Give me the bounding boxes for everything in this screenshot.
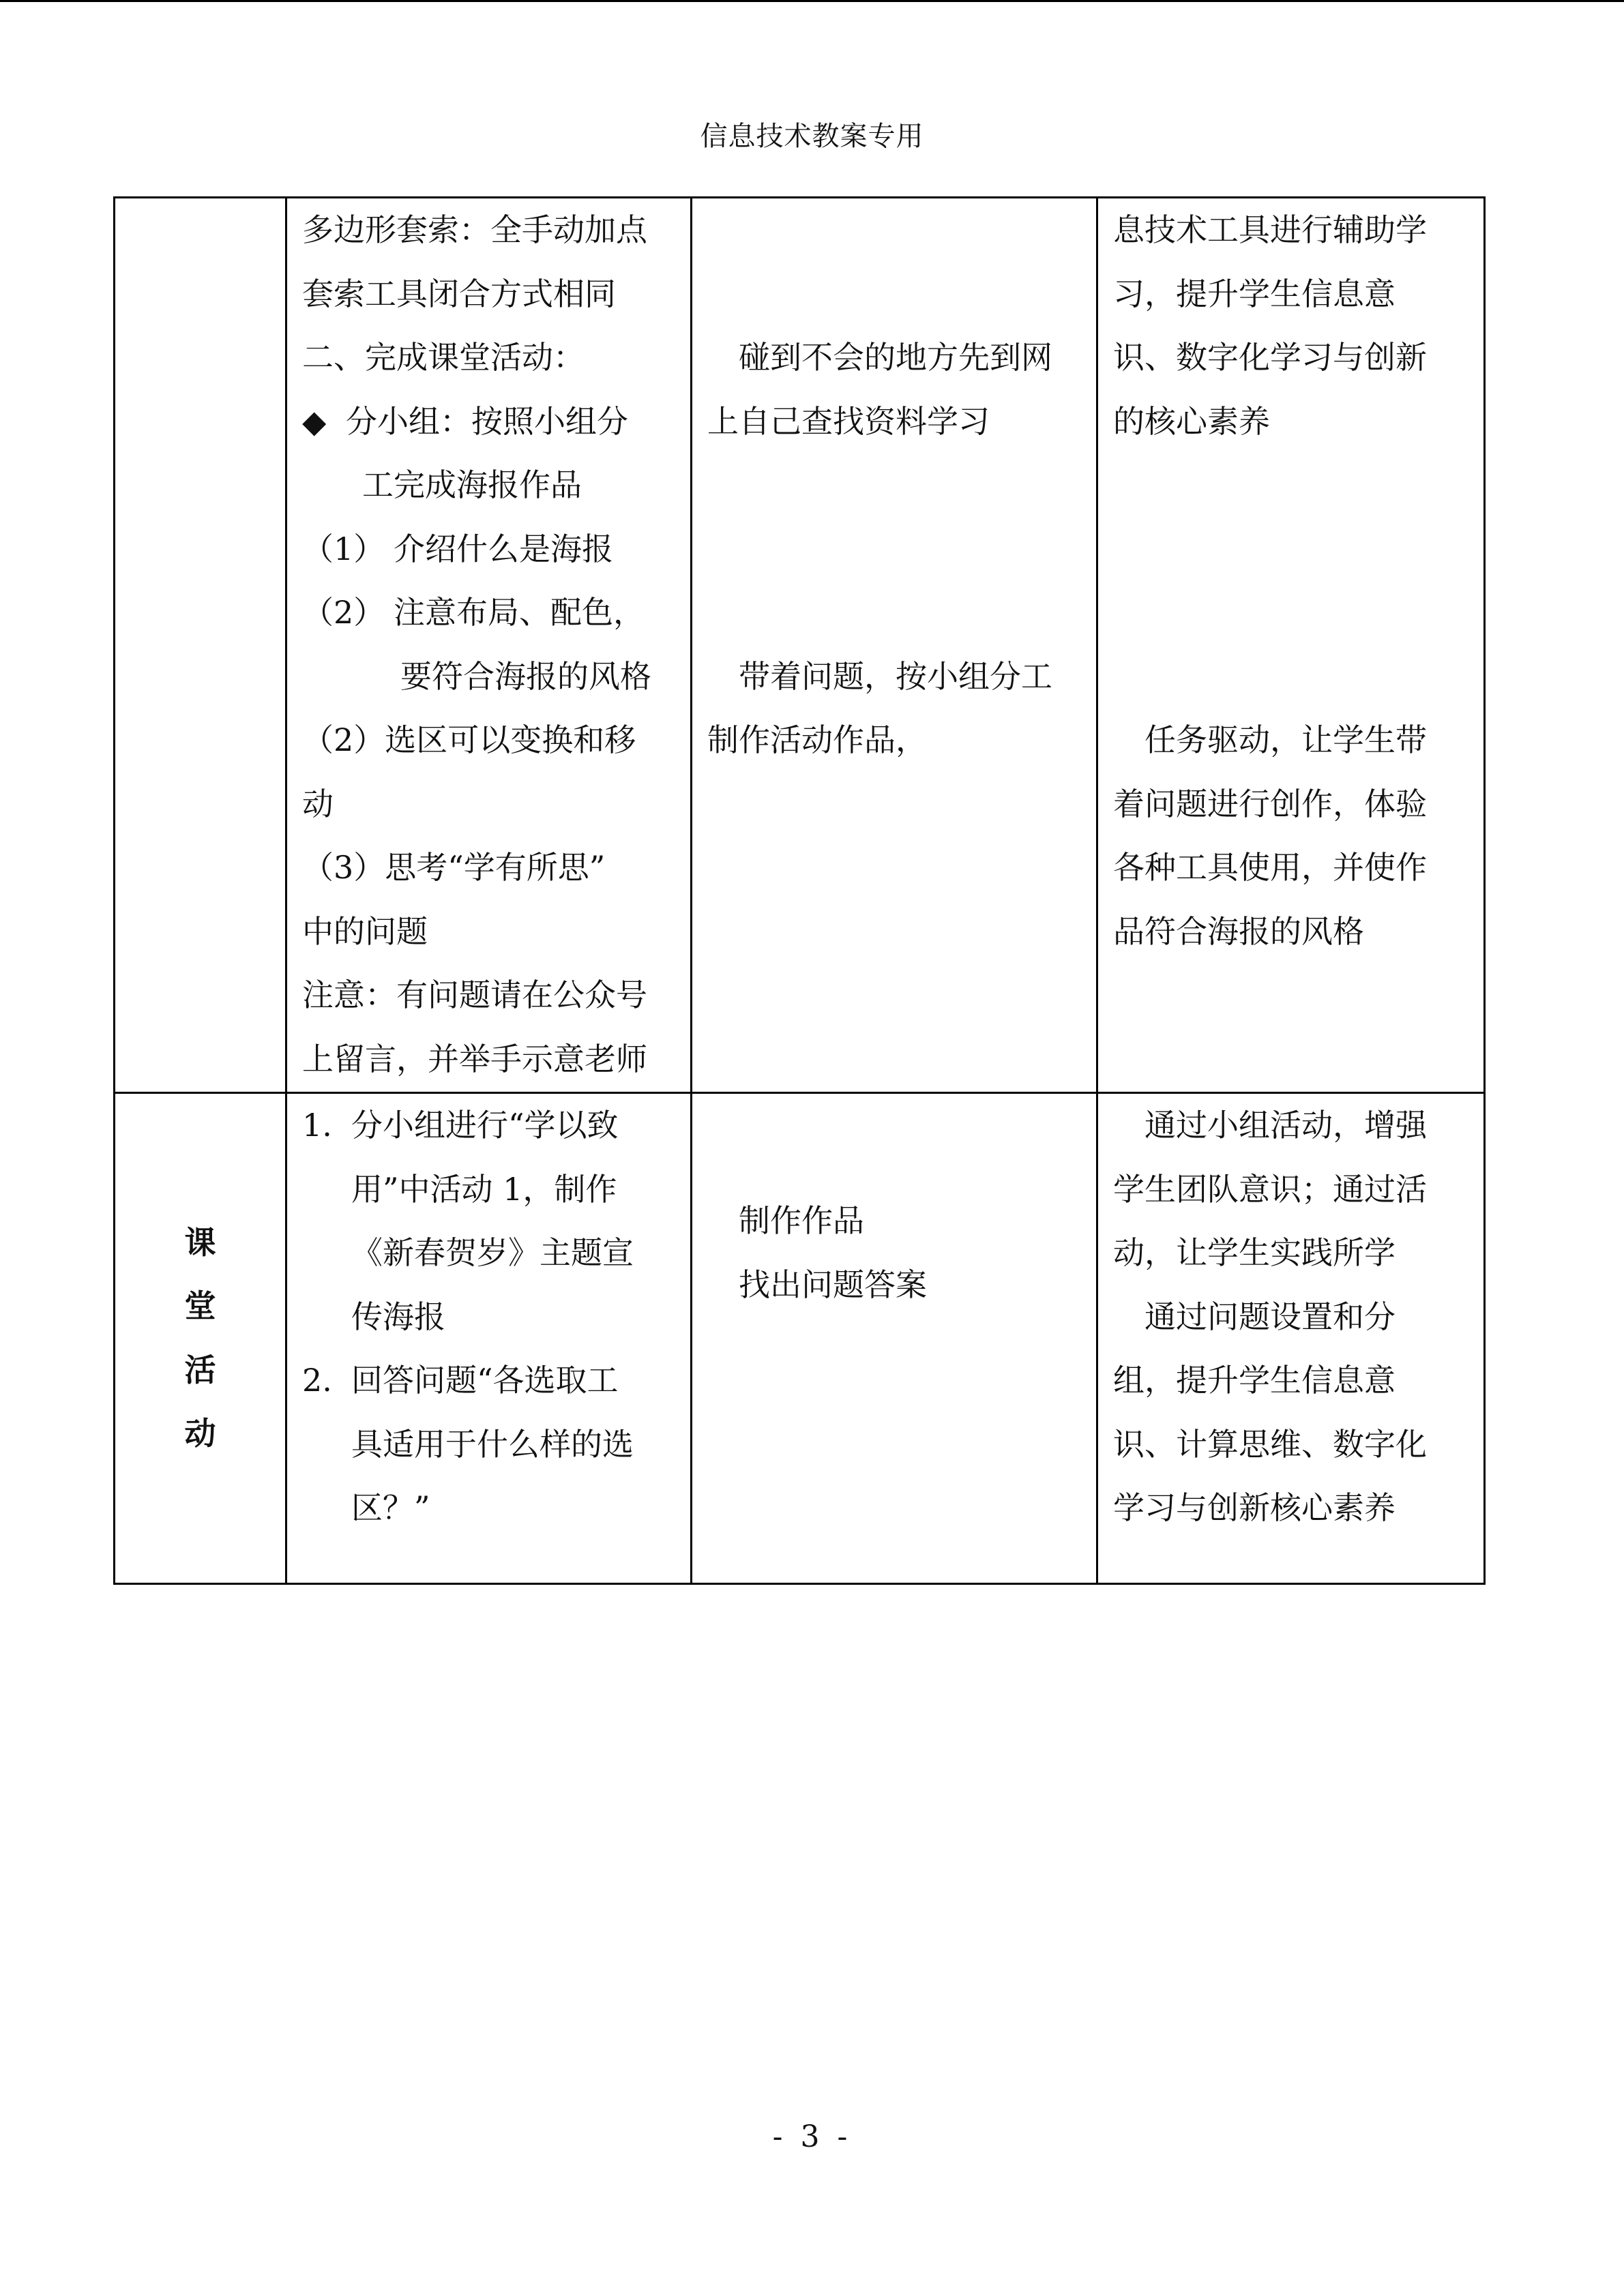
student-line: 制作作品 [739, 1202, 864, 1239]
content-line: 上留言，并举手示意老师 [302, 1040, 647, 1077]
student-line: 碰到不会的地方先到网 [739, 339, 1052, 376]
ordered-item [302, 1349, 675, 1413]
page-top-edge [0, 0, 1624, 2]
bullet-item [302, 390, 675, 454]
teaching-content-cell [286, 1093, 692, 1584]
student-activity-cell [692, 198, 1097, 1093]
purpose-line: 动，让学生实践所学 [1113, 1234, 1396, 1271]
purpose-line: 识、计算思维、数字化 [1113, 1425, 1427, 1463]
purpose-line: 通过问题设置和分 [1145, 1298, 1396, 1335]
content-line: 二、完成课堂活动： [302, 339, 585, 376]
numbered-item [302, 581, 675, 645]
purpose-line: 着问题进行创作，体验 [1113, 785, 1427, 822]
table-row [115, 1093, 1485, 1584]
ordered-item [302, 1094, 675, 1158]
student-line: 制作活动作品， [707, 721, 927, 758]
bullet-text: 分小组：按照小组分 [346, 402, 628, 440]
content-line: 传海报 [351, 1298, 445, 1335]
content-line: 工完成海报作品 [362, 466, 582, 503]
purpose-line: 学生团队意识；通过活 [1113, 1170, 1427, 1208]
purpose-line: 息技术工具进行辅助学 [1113, 211, 1427, 248]
page-header: 信息技术教案专用 [700, 121, 924, 152]
item-number: （2） [302, 594, 385, 631]
content-line: 多边形套索：全手动加点 [302, 211, 647, 248]
table-row [115, 198, 1485, 1093]
purpose-line: 组，提升学生信息意 [1113, 1362, 1396, 1399]
section-label-char: 堂 [184, 1287, 216, 1324]
purpose-line: 学习与创新核心素养 [1113, 1489, 1396, 1526]
diamond-bullet-icon: ◆ [302, 402, 327, 440]
design-purpose-cell [1097, 1093, 1485, 1584]
content-line: 用”中活动 1，制作 [351, 1170, 617, 1208]
section-label-char: 课 [184, 1223, 216, 1261]
section-label-char: 活 [184, 1351, 216, 1388]
section-label-char: 动 [184, 1415, 216, 1452]
numbered-item [302, 518, 675, 582]
purpose-line: 各种工具使用，并使作 [1113, 849, 1427, 886]
section-label-cell [115, 1093, 286, 1584]
content-line: 中的问题 [302, 912, 428, 950]
content-line: 动 [302, 785, 334, 822]
content-line: 套索工具闭合方式相同 [302, 275, 616, 312]
content-line: 注意：有问题请在公众号 [302, 976, 647, 1013]
teaching-content-cell [286, 198, 692, 1093]
lesson-plan-table [113, 196, 1486, 1585]
content-line: 要符合海报的风格 [400, 657, 651, 695]
purpose-line: 识、数字化学习与创新 [1113, 339, 1427, 376]
content-line: （3）思考“学有所思” [302, 849, 606, 886]
content-line: 区？” [351, 1489, 430, 1526]
student-line: 找出问题答案 [739, 1266, 927, 1303]
section-label-cell-empty [115, 198, 286, 1093]
item-text: 注意布局、配色， [394, 594, 645, 631]
page-number: - 3 - [772, 2119, 852, 2154]
content-line: 《新春贺岁》主题宣 [351, 1234, 634, 1271]
item-text: 回答问题“各选取工 [351, 1362, 619, 1399]
purpose-line: 的核心素养 [1113, 402, 1270, 440]
purpose-line: 任务驱动，让学生带 [1145, 721, 1427, 758]
content-line: （2）选区可以变换和移 [302, 721, 636, 758]
item-text: 介绍什么是海报 [394, 530, 613, 567]
student-activity-cell [692, 1093, 1097, 1584]
student-line: 带着问题，按小组分工 [739, 657, 1052, 695]
content-line: 具适用于什么样的选 [351, 1425, 634, 1463]
item-number: 2. [302, 1362, 332, 1399]
purpose-line: 习，提升学生信息意 [1113, 275, 1396, 312]
item-text: 分小组进行“学以致 [351, 1107, 619, 1144]
design-purpose-cell [1097, 198, 1485, 1093]
item-number: （1） [302, 530, 385, 567]
purpose-line: 通过小组活动，增强 [1145, 1107, 1427, 1144]
purpose-line: 品符合海报的风格 [1113, 912, 1364, 950]
student-line: 上自己查找资料学习 [707, 402, 990, 440]
item-number: 1. [302, 1107, 332, 1144]
